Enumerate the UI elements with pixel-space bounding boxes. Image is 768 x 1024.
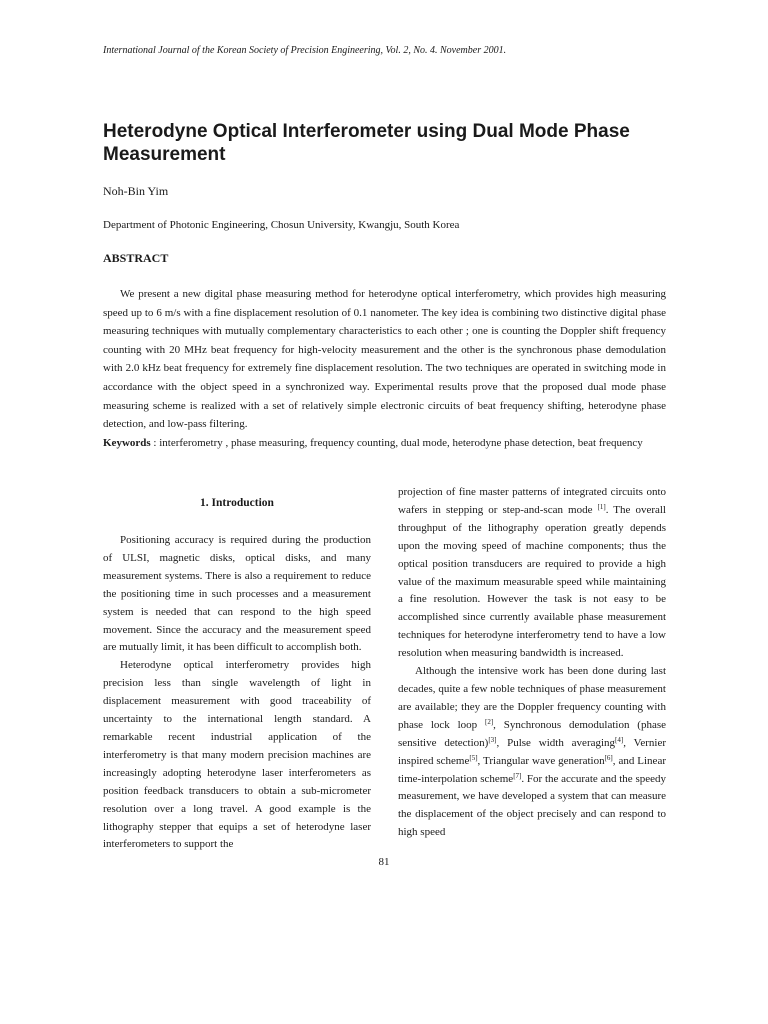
intro-paragraph-3 bbox=[398, 484, 666, 663]
intro-paragraph-2: Heterodyne optical interferometry provides high precision less than single wavelength of light in displacement measurement with good traceability of uncertainty to the international length standard. A remarkable recent industrial application of the interferometry is that many modern precision machines are increasingly adopting heterodyne laser interferometers as position feedback transducers to obtain a sub-micrometer resolution over a long travel. A good example is the lithography stepper that equips a set of heterodyne laser interferometers to support the bbox=[103, 659, 371, 851]
citation-ref: [4] bbox=[615, 735, 624, 744]
citation-ref: [2] bbox=[484, 717, 494, 726]
citation-ref: [6] bbox=[604, 753, 613, 762]
citation-ref: [1] bbox=[597, 502, 606, 511]
text-run: . For the accurate and the speedy measurement, we have developed a system that can measure the displacement of the object precisely and can respond to high speed bbox=[398, 772, 666, 839]
journal-header: International Journal of the Korean Society of Precision Engineering, Vol. 2, No. 4. November 2001. bbox=[103, 45, 507, 56]
abstract-text: We present a new digital phase measuring method for heterodyne optical interferometry, which provides high measuring speed up to 6 m/s with a fine displacement resolution of 0.1 nanometer. The key idea is combining two distinctive digital phase measuring techniques with mutually complementary characteristics to each other ; one is counting the Doppler shift frequency counting with 20 MHz beat frequency for high-velocity measurement and the other is the synchronous phase demodulation with 2.0 kHz beat frequency for extremely fine displacement resolution. The two techniques are operated in switching mode in accordance with the object speed in a synchronized way. Experimental results prove that the proposed dual mode phase measuring scheme is realized with a set of relatively simple electronic circuits of beat frequency shifting, heterodyne phase detection, and low-pass filtering. bbox=[103, 288, 666, 431]
section-heading-introduction: 1. Introduction bbox=[200, 497, 274, 509]
intro-paragraph-4 bbox=[398, 663, 666, 842]
keywords bbox=[103, 434, 720, 453]
author-name: Noh-Bin Yim bbox=[103, 184, 169, 198]
right-column bbox=[398, 484, 666, 842]
keywords-label: Keywords bbox=[103, 437, 151, 449]
text-run: , and Linear time-interpolation scheme bbox=[398, 754, 666, 785]
text-run: , Pulse width averaging bbox=[496, 736, 616, 749]
citation-ref: [5] bbox=[469, 753, 478, 762]
text-run: . The overall throughput of the lithography operation greatly depends upon the moving speed of machine components; thus the optical position transducers are required to provide a high value of the maximum measurable speed while maintaining a fine resolution. However the task is not easy to be accomplished since currently available phase measurement techniques for heterodyne interferometry tend to have a low resolution when measuring bandwidth is increased. bbox=[398, 503, 666, 660]
citation-ref: [3] bbox=[488, 735, 497, 744]
intro-paragraph-1: Positioning accuracy is required during the production of ULSI, magnetic disks, optical disks, and many measurement systems. There is also a requirement to reduce the positioning time in such processes and a measurement system is needed that can respond to the high speed movement. Since the accuracy and the measurement speed are mutually limit, it has been difficult to accomplish both. bbox=[103, 534, 371, 654]
paper-title: Heterodyne Optical Interferometer using Dual Mode Phase Measurement bbox=[103, 121, 630, 165]
keywords-text: : interferometry , phase measuring, frequency counting, dual mode, heterodyne phase detection, beat frequency bbox=[150, 437, 643, 449]
citation-ref: [7] bbox=[513, 771, 522, 780]
text-run: , Triangular wave generation bbox=[477, 754, 605, 767]
text-run: , Vernier inspired scheme bbox=[398, 736, 666, 767]
author-affiliation: Department of Photonic Engineering, Chosun University, Kwangju, South Korea bbox=[103, 219, 460, 231]
text-run: , Synchronous demodulation (phase sensitive detection) bbox=[398, 718, 666, 749]
left-column bbox=[103, 494, 371, 854]
page-number: 81 bbox=[378, 856, 390, 868]
abstract-heading: ABSTRACT bbox=[103, 251, 169, 265]
text-run: projection of fine master patterns of integrated circuits onto wafers in stepping or step-and-scan mode bbox=[398, 486, 666, 516]
text-run: Although the intensive work has been done during last decades, quite a few noble techniques of phase measurement are available; they are the Doppler frequency counting with phase lock loop bbox=[398, 665, 666, 731]
